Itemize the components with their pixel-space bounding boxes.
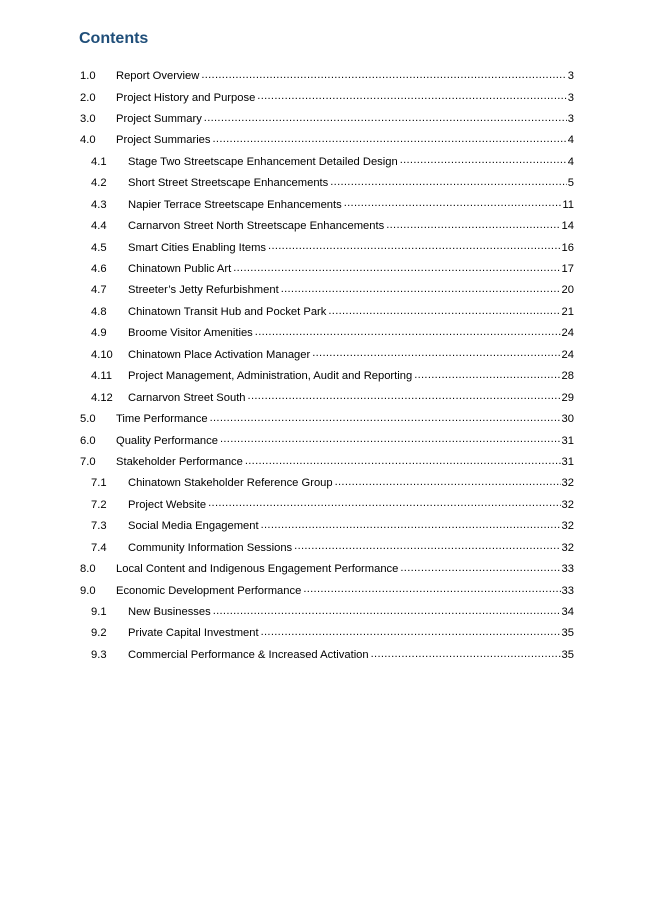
toc-entry-title[interactable]: Chinatown Stakeholder Reference Group [128, 477, 333, 490]
toc-entry-number: 4.1 [91, 155, 107, 168]
toc-dot-leader [204, 114, 567, 126]
toc-dot-leader [330, 178, 567, 190]
toc-dot-leader [335, 478, 561, 490]
toc-entry-page[interactable]: 20 [561, 284, 574, 297]
toc-entry-page[interactable]: 14 [561, 220, 574, 233]
toc-entry[interactable] [80, 538, 574, 559]
toc-entry[interactable] [80, 602, 574, 623]
toc-entry-page[interactable]: 35 [561, 648, 574, 661]
toc-entry-title[interactable]: Smart Cities Enabling Items [128, 241, 267, 254]
toc-entry[interactable] [80, 302, 574, 323]
toc-entry-number: 4.4 [91, 220, 107, 233]
toc-entry-number: 5.0 [80, 413, 96, 426]
toc-entry[interactable] [80, 280, 574, 301]
toc-dot-leader [261, 521, 561, 533]
toc-entry-number: 2.0 [80, 91, 96, 104]
toc-entry-page[interactable]: 31 [561, 434, 574, 447]
toc-entry-number: 4.0 [80, 134, 96, 147]
toc-entry-title[interactable]: Project Summary [116, 112, 202, 125]
toc-entry-page[interactable]: 32 [561, 520, 574, 533]
toc-entry-title[interactable]: Carnarvon Street South [128, 391, 246, 404]
toc-entry[interactable] [80, 623, 574, 644]
toc-dot-leader [312, 349, 560, 361]
toc-entry-title[interactable]: Chinatown Transit Hub and Pocket Park [128, 305, 327, 318]
toc-entry-page[interactable]: 3 [567, 91, 574, 104]
toc-entry-page[interactable]: 32 [561, 477, 574, 490]
toc-entry-title[interactable]: Broome Visitor Amenities [128, 327, 253, 340]
toc-entry-number: 4.8 [91, 305, 107, 318]
toc-dot-leader [268, 242, 561, 254]
toc-dot-leader [400, 564, 560, 576]
toc-dot-leader [220, 435, 561, 447]
toc-entry-number: 7.2 [91, 498, 107, 511]
toc-entry-number: 4.2 [91, 177, 107, 190]
toc-dot-leader [248, 392, 561, 404]
toc-dot-leader [328, 307, 560, 319]
toc-entry[interactable] [80, 238, 574, 259]
toc-entry[interactable] [80, 195, 574, 216]
toc-entry-page[interactable]: 16 [561, 241, 574, 254]
toc-entry-number: 9.1 [91, 606, 107, 619]
toc-entry-page[interactable]: 4 [567, 155, 574, 168]
toc-dot-leader [233, 264, 560, 276]
toc-entry-page[interactable]: 28 [561, 370, 574, 383]
toc-entry-number: 4.11 [91, 370, 112, 383]
toc-entry-page[interactable]: 4 [567, 134, 574, 147]
toc-entry-title[interactable]: Carnarvon Street North Streetscape Enhancements [128, 220, 385, 233]
toc-entry[interactable] [80, 430, 574, 451]
toc-entry-number: 4.10 [91, 348, 113, 361]
toc-entry[interactable] [80, 473, 574, 494]
toc-entry-number: 9.0 [80, 584, 96, 597]
toc-entry-page[interactable]: 21 [561, 305, 574, 318]
toc-entry-page[interactable]: 33 [561, 584, 574, 597]
toc-entry-page[interactable]: 33 [561, 563, 574, 576]
toc-entry-title[interactable]: Time Performance [116, 413, 208, 426]
toc-entry[interactable] [80, 366, 574, 387]
toc-entry-page[interactable]: 3 [567, 112, 574, 125]
toc-entry-number: 9.3 [91, 648, 107, 661]
toc-entry-number: 4.5 [91, 241, 107, 254]
toc-entry[interactable] [80, 109, 574, 130]
toc-entry[interactable] [80, 388, 574, 409]
toc-entry-title[interactable]: Economic Development Performance [116, 584, 302, 597]
toc-entry-title[interactable]: Commercial Performance & Increased Activation [128, 648, 369, 661]
toc-entry-title[interactable]: Stakeholder Performance [116, 455, 243, 468]
toc-entry-number: 8.0 [80, 563, 96, 576]
toc-entry-title[interactable]: Quality Performance [116, 434, 218, 447]
toc-dot-leader [400, 156, 567, 168]
toc-entry-page[interactable]: 32 [561, 498, 574, 511]
toc-entry[interactable] [80, 409, 574, 430]
toc-entry-page[interactable]: 35 [561, 627, 574, 640]
toc-dot-leader [213, 607, 561, 619]
toc-entry[interactable] [80, 516, 574, 537]
toc-entry[interactable] [80, 345, 574, 366]
toc-entry-page[interactable]: 30 [561, 413, 574, 426]
toc-entry[interactable] [80, 130, 574, 151]
toc-entry-title[interactable]: Chinatown Place Activation Manager [128, 348, 311, 361]
toc-entry[interactable] [80, 645, 574, 666]
toc-entry-page[interactable]: 32 [561, 541, 574, 554]
toc-entry-title[interactable]: Social Media Engagement [128, 520, 259, 533]
toc-entry-number: 4.12 [91, 391, 113, 404]
toc-entry[interactable] [80, 173, 574, 194]
toc-entry-number: 1.0 [80, 70, 96, 83]
toc-entry-number: 6.0 [80, 434, 96, 447]
toc-entry-title[interactable]: Stage Two Streetscape Enhancement Detailed Design [128, 155, 398, 168]
toc-entry-page[interactable]: 34 [561, 606, 574, 619]
toc-entry-title[interactable]: Project Website [128, 498, 207, 511]
toc-dot-leader [208, 499, 560, 511]
toc-entry-title[interactable]: Project Summaries [116, 134, 211, 147]
toc-dot-leader [281, 285, 561, 297]
toc-entry-title[interactable]: Report Overview [116, 70, 200, 83]
toc-entry[interactable] [80, 581, 574, 602]
toc-dot-leader [245, 457, 561, 469]
toc-entry-number: 4.9 [91, 327, 107, 340]
toc-entry-title[interactable]: Local Content and Indigenous Engagement Performance [116, 563, 399, 576]
toc-dot-leader [303, 585, 560, 597]
toc-dot-leader [294, 542, 560, 554]
toc-dot-leader [255, 328, 561, 340]
toc-entry-number: 7.4 [91, 541, 107, 554]
toc-entry-page[interactable]: 17 [561, 263, 574, 276]
toc-entry-number: 3.0 [80, 112, 96, 125]
toc-dot-leader [414, 371, 560, 383]
toc-dot-leader [386, 221, 560, 233]
toc-entry-number: 4.7 [91, 284, 107, 297]
toc-entry-number: 9.2 [91, 627, 107, 640]
toc-entry[interactable] [80, 259, 574, 280]
table-of-contents [80, 66, 574, 666]
toc-entry-title[interactable]: Streeter’s Jetty Refurbishment [128, 284, 279, 297]
toc-entry-title[interactable]: New Businesses [128, 606, 211, 619]
toc-entry-title[interactable]: Chinatown Public Art [128, 263, 232, 276]
toc-dot-leader [371, 650, 561, 662]
toc-entry-page[interactable]: 11 [562, 198, 574, 211]
toc-entry-page[interactable]: 24 [561, 348, 574, 361]
toc-entry[interactable] [80, 87, 574, 108]
toc-entry-page[interactable]: 31 [561, 455, 574, 468]
toc-entry-title[interactable]: Napier Terrace Streetscape Enhancements [128, 198, 342, 211]
toc-entry-number: 7.1 [91, 477, 107, 490]
toc-entry-number: 7.3 [91, 520, 107, 533]
toc-dot-leader [257, 92, 566, 104]
toc-entry-page[interactable]: 24 [561, 327, 574, 340]
page-title: Contents [79, 30, 149, 47]
toc-entry-page[interactable]: 29 [561, 391, 574, 404]
toc-entry-page[interactable]: 3 [567, 70, 574, 83]
toc-entry-title[interactable]: Community Information Sessions [128, 541, 293, 554]
toc-entry[interactable] [80, 323, 574, 344]
toc-dot-leader [213, 135, 567, 147]
toc-entry[interactable] [80, 216, 574, 237]
toc-entry-number: 7.0 [80, 455, 96, 468]
toc-entry-page[interactable]: 5 [567, 177, 574, 190]
toc-entry-title[interactable]: Private Capital Investment [128, 627, 259, 640]
toc-entry[interactable] [80, 559, 574, 580]
toc-dot-leader [344, 199, 562, 211]
toc-entry[interactable] [80, 66, 574, 87]
toc-entry-title[interactable]: Short Street Streetscape Enhancements [128, 177, 329, 190]
toc-entry-number: 4.3 [91, 198, 107, 211]
toc-entry[interactable] [80, 452, 574, 473]
toc-dot-leader [210, 414, 561, 426]
toc-entry-title[interactable]: Project History and Purpose [116, 91, 256, 104]
toc-dot-leader [261, 628, 561, 640]
toc-entry[interactable] [80, 152, 574, 173]
toc-entry-title[interactable]: Project Management, Administration, Audit and Reporting [128, 370, 413, 383]
toc-dot-leader [201, 71, 566, 83]
toc-entry[interactable] [80, 495, 574, 516]
toc-entry-number: 4.6 [91, 263, 107, 276]
